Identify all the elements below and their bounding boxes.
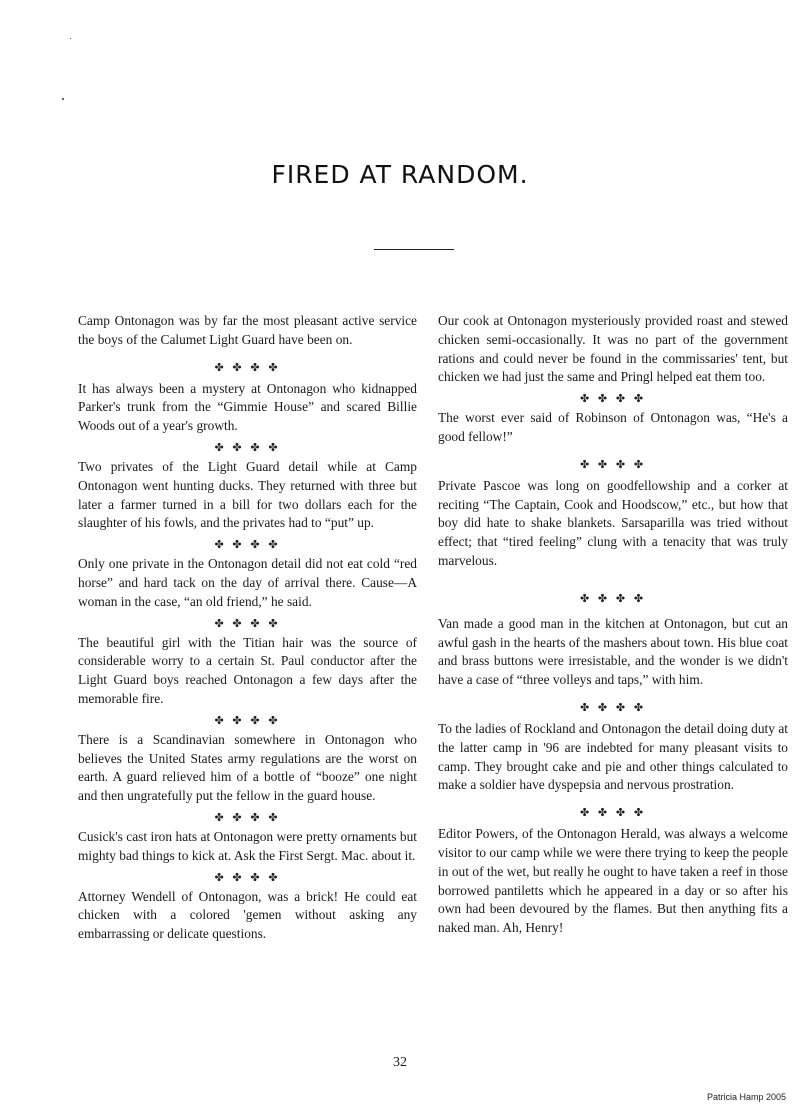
ornament-divider: ✤ ✤ ✤ ✤ xyxy=(579,807,647,820)
paragraph: It has always been a mystery at Ontonagon who kidnapped Parker's trunk from the “Gimmie House” and scared Billie Woods out of a year's growth. xyxy=(78,380,417,434)
ornament-divider: ✤ ✤ ✤ ✤ xyxy=(214,361,281,374)
paragraph: Camp Ontonagon was by far the most pleasant active service the boys of the Calumet Light Guard have been on. xyxy=(78,313,417,347)
ornament-divider: ✤ ✤ ✤ ✤ xyxy=(214,539,281,552)
paragraph: Attorney Wendell of Ontonagon, was a brick! He could eat chicken with a colored 'gemen without asking any embarrassing or delicate questions. xyxy=(78,888,417,942)
right-column xyxy=(438,312,788,938)
ornament-divider: ✤ ✤ ✤ ✤ xyxy=(579,393,647,406)
scan-credit: Patricia Hamp 2005 xyxy=(706,1092,786,1102)
paragraph: There is a Scandinavian somewhere in Ontonagon who believes the United States army regulations are the worst on earth. A guard relieved him of a bottle of “booze” one night and then ungratefully put the fellow in the guard house. xyxy=(78,731,417,804)
page-number: 32 xyxy=(393,1055,407,1070)
ornament-divider: ✤ ✤ ✤ ✤ xyxy=(579,458,647,471)
paragraph: Only one private in the Ontonagon detail did not eat cold “red horse” and hard tack on the day of arrival there. Cause—A woman in the case, “an old friend,” he said. xyxy=(78,556,417,609)
ornament-divider: ✤ ✤ ✤ ✤ xyxy=(214,714,281,727)
title-rule xyxy=(374,249,454,250)
ornament-divider: ✤ ✤ ✤ ✤ xyxy=(579,592,647,605)
paragraph: The beautiful girl with the Titian hair was the source of considerable worry to a certain St. Paul conductor after the Light Guard boys reached Ontonagon a few days after the memorable fire. xyxy=(78,634,417,706)
ornament-divider: ✤ ✤ ✤ ✤ xyxy=(214,617,281,630)
paragraph: Private Pascoe was long on goodfellowship and a corker at reciting “The Captain, Cook and Hoodscow,” etc., but how that boy did hate to shake blankets. Sarsaparilla was tried without effect; that “tired feeling” clung with a tenacity that was truly marvelous. xyxy=(438,477,788,568)
left-column xyxy=(78,312,417,944)
paragraph: Our cook at Ontonagon mysteriously provided roast and stewed chicken semi-occasionally. It was no part of the government rations and could never be found in the commissaries' tent, but chicken we had just the same and Pringl helped eat them too. xyxy=(438,313,788,385)
ornament-divider: ✤ ✤ ✤ ✤ xyxy=(579,701,647,714)
paragraph: The worst ever said of Robinson of Ontonagon was, “He's a good fellow!” xyxy=(438,410,788,444)
ornament-divider: ✤ ✤ ✤ ✤ xyxy=(214,871,281,884)
paragraph: Cusick's cast iron hats at Ontonagon were pretty ornaments but mighty bad things to kick at. Ask the First Sergt. Mac. about it. xyxy=(78,828,417,863)
scan-speck xyxy=(62,98,64,100)
paragraph: Two privates of the Light Guard detail while at Camp Ontonagon went hunting ducks. They returned with three but later a farmer turned in a bill for two dollars each for the slaughter of his fowls, and the privates had to “put” up. xyxy=(78,458,417,531)
paragraph: Editor Powers, of the Ontonagon Herald, was always a welcome visitor to our camp while we were there trying to keep the people in out of the wet, but really he ought to have taken a reef in those borrowed pantiletts which he appeared in a day or so after his own had been devoured by the flames. But then anything fits a naked man. Ah, Henry! xyxy=(438,826,788,936)
ornament-divider: ✤ ✤ ✤ ✤ xyxy=(214,811,281,824)
paragraph: Van made a good man in the kitchen at Ontonagon, but cut an awful gash in the hearts of the mashers about town. His blue coat and brass buttons were irresistable, and the wonder is we didn't have a case of “three volleys and taps,” with him. xyxy=(438,615,788,688)
paragraph: To the ladies of Rockland and Ontonagon the detail doing duty at the latter camp in '96 are indebted for many pleasant visits to camp. They brought cake and pie and other things calculated to make a soldier have dyspepsia and nervous prostration. xyxy=(438,720,788,793)
ornament-divider: ✤ ✤ ✤ ✤ xyxy=(214,441,281,454)
page-title: FIRED AT RANDOM. xyxy=(271,160,529,189)
scan-speck xyxy=(70,38,71,39)
